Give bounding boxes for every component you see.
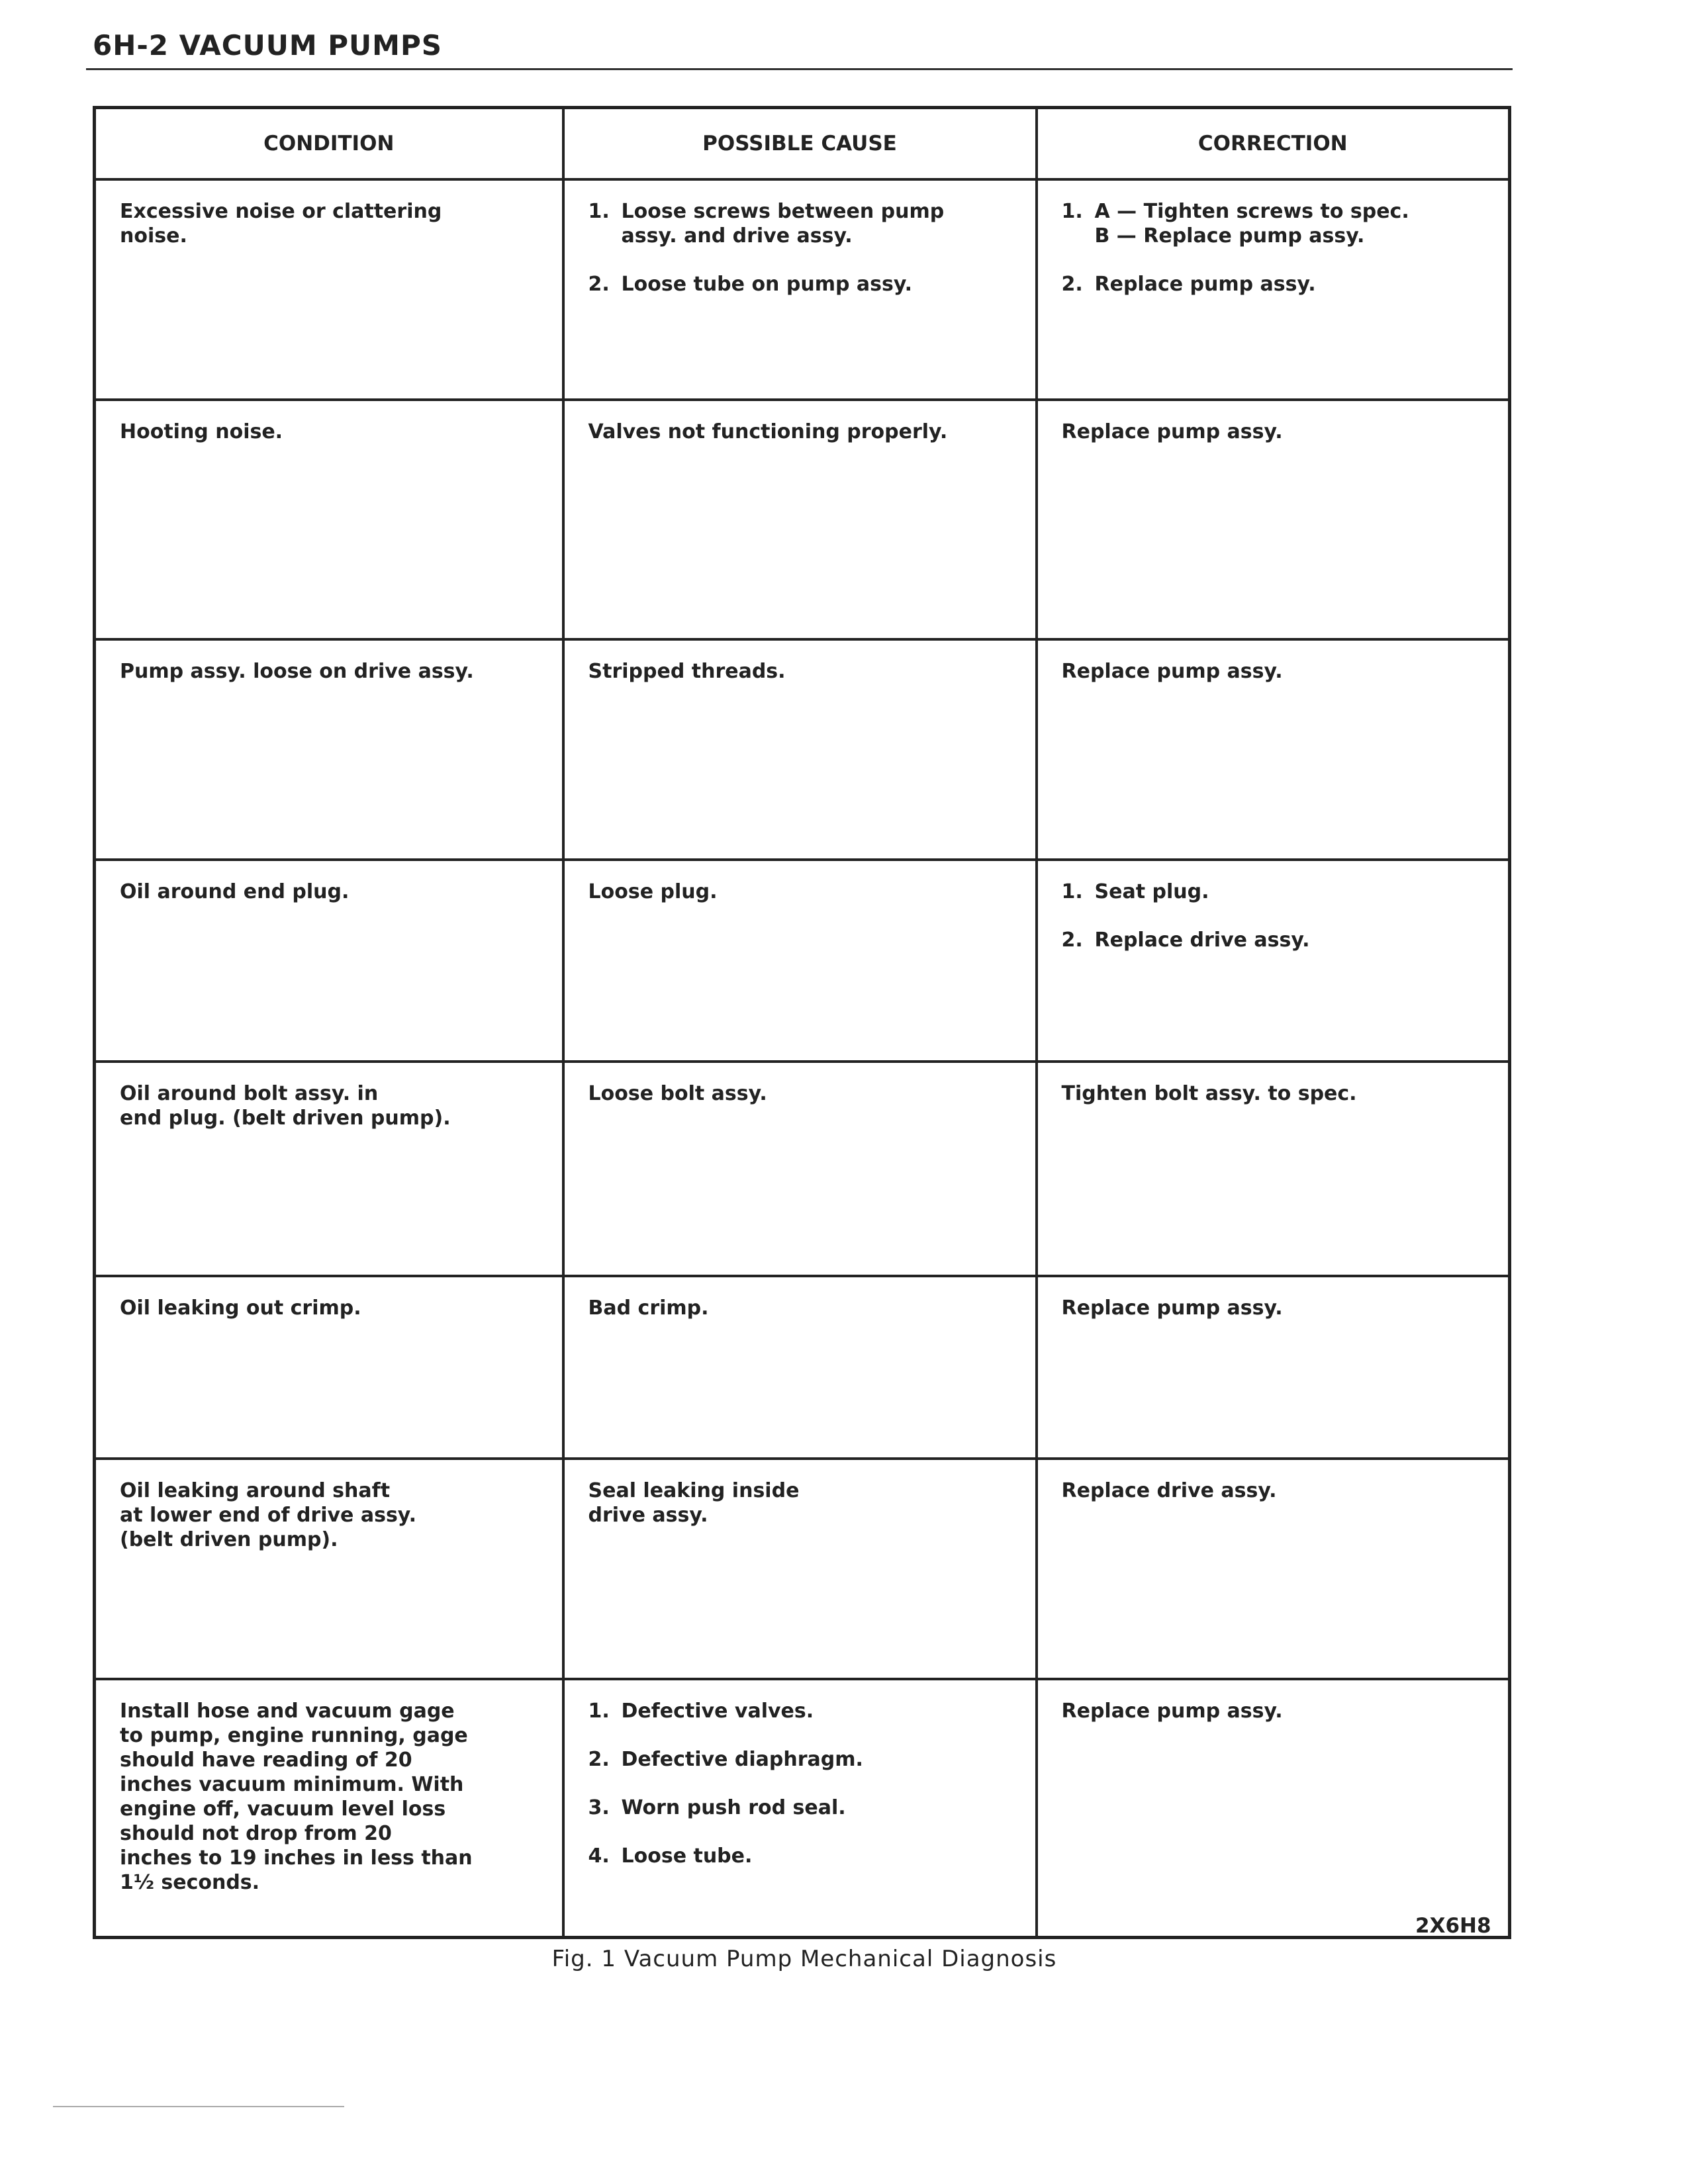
list-item: 4. Loose tube. bbox=[588, 1844, 753, 1868]
header-rule bbox=[86, 68, 1513, 70]
correction-text: Tighten bolt assy. to spec. bbox=[1061, 1082, 1357, 1105]
list-item: 1. Loose screws between pump assy. and drive assy. bbox=[588, 200, 945, 248]
correction-text: Replace pump assy. bbox=[1061, 1297, 1283, 1320]
cause-text: Stripped threads. bbox=[588, 660, 786, 683]
cause-list bbox=[588, 1699, 1013, 1868]
figure-caption: Fig. 1 Vacuum Pump Mechanical Diagnosis bbox=[551, 1946, 1057, 1972]
correction-text: Replace pump assy. bbox=[1061, 1700, 1283, 1723]
correction-list bbox=[1062, 880, 1486, 952]
condition-cell bbox=[95, 1679, 563, 1937]
correction-cell bbox=[1037, 1276, 1510, 1459]
list-item: 2. Loose tube on pump assy. bbox=[588, 273, 913, 296]
table-header-row bbox=[95, 108, 1510, 180]
cause-cell bbox=[563, 1276, 1037, 1459]
correction-cell bbox=[1037, 179, 1510, 400]
cause-cell bbox=[563, 179, 1037, 400]
correction-cell bbox=[1037, 400, 1510, 639]
condition-cell bbox=[95, 860, 563, 1062]
table-row bbox=[95, 1276, 1510, 1459]
list-item: 1. A — Tighten screws to spec. B — Replace pump assy. bbox=[1061, 200, 1409, 248]
list-item: 1. Defective valves. bbox=[588, 1700, 814, 1723]
list-item: 3. Worn push rod seal. bbox=[588, 1796, 846, 1819]
condition-cell bbox=[95, 1062, 563, 1276]
correction-text: Replace drive assy. bbox=[1061, 1479, 1277, 1502]
table-row bbox=[95, 1062, 1510, 1276]
drawing-number: 2X6H8 bbox=[1415, 1914, 1491, 1938]
condition-text: Oil around bolt assy. in end plug. (belt driven pump). bbox=[120, 1082, 451, 1130]
table-row bbox=[95, 179, 1510, 400]
footer-rule bbox=[53, 2106, 344, 2107]
cause-text: Seal leaking inside drive assy. bbox=[588, 1479, 800, 1527]
cause-text: Bad crimp. bbox=[588, 1297, 709, 1320]
cause-list bbox=[588, 199, 1013, 296]
condition-text: Oil leaking around shaft at lower end of drive assy. (belt driven pump). bbox=[120, 1479, 417, 1551]
cause-cell bbox=[563, 400, 1037, 639]
condition-cell bbox=[95, 179, 563, 400]
table-row bbox=[95, 860, 1510, 1062]
table-row bbox=[95, 1679, 1510, 1937]
condition-cell bbox=[95, 1276, 563, 1459]
cause-cell bbox=[563, 1679, 1037, 1937]
condition-text: Excessive noise or clattering noise. bbox=[120, 200, 442, 248]
list-item: 1. Seat plug. bbox=[1061, 880, 1209, 903]
cause-cell bbox=[563, 639, 1037, 860]
condition-text: Install hose and vacuum gage to pump, engine running, gage should have reading of 20 inches vacuum minimum. With engine off, vacuum level loss should not drop from 20 inches to 19 inches in less than 1½ seconds. bbox=[120, 1700, 473, 1894]
correction-cell bbox=[1037, 1459, 1510, 1679]
cause-cell bbox=[563, 1062, 1037, 1276]
correction-text: Replace pump assy. bbox=[1061, 420, 1283, 443]
column-header-possible-cause: POSSIBLE CAUSE bbox=[563, 108, 1037, 180]
diagnosis-table bbox=[93, 106, 1511, 1939]
list-item: 2. Defective diaphragm. bbox=[588, 1748, 863, 1771]
table-row bbox=[95, 639, 1510, 860]
condition-cell bbox=[95, 639, 563, 860]
column-header-condition: CONDITION bbox=[95, 108, 563, 180]
correction-cell bbox=[1037, 860, 1510, 1062]
condition-text: Hooting noise. bbox=[120, 420, 283, 443]
list-item: 2. Replace drive assy. bbox=[1061, 929, 1310, 952]
list-item: 2. Replace pump assy. bbox=[1061, 273, 1316, 296]
correction-list bbox=[1062, 199, 1486, 296]
condition-cell bbox=[95, 400, 563, 639]
cause-text: Valves not functioning properly. bbox=[588, 420, 948, 443]
table-row bbox=[95, 400, 1510, 639]
cause-cell bbox=[563, 1459, 1037, 1679]
correction-cell bbox=[1037, 1062, 1510, 1276]
page-header: 6H-2 VACUUM PUMPS bbox=[93, 29, 442, 62]
condition-text: Pump assy. loose on drive assy. bbox=[120, 660, 474, 683]
cause-text: Loose bolt assy. bbox=[588, 1082, 767, 1105]
table-row bbox=[95, 1459, 1510, 1679]
condition-text: Oil leaking out crimp. bbox=[120, 1297, 361, 1320]
correction-text: Replace pump assy. bbox=[1061, 660, 1283, 683]
column-header-correction: CORRECTION bbox=[1037, 108, 1510, 180]
cause-cell bbox=[563, 860, 1037, 1062]
cause-text: Loose plug. bbox=[588, 880, 718, 903]
condition-text: Oil around end plug. bbox=[120, 880, 350, 903]
correction-cell bbox=[1037, 639, 1510, 860]
condition-cell bbox=[95, 1459, 563, 1679]
correction-cell bbox=[1037, 1679, 1510, 1937]
